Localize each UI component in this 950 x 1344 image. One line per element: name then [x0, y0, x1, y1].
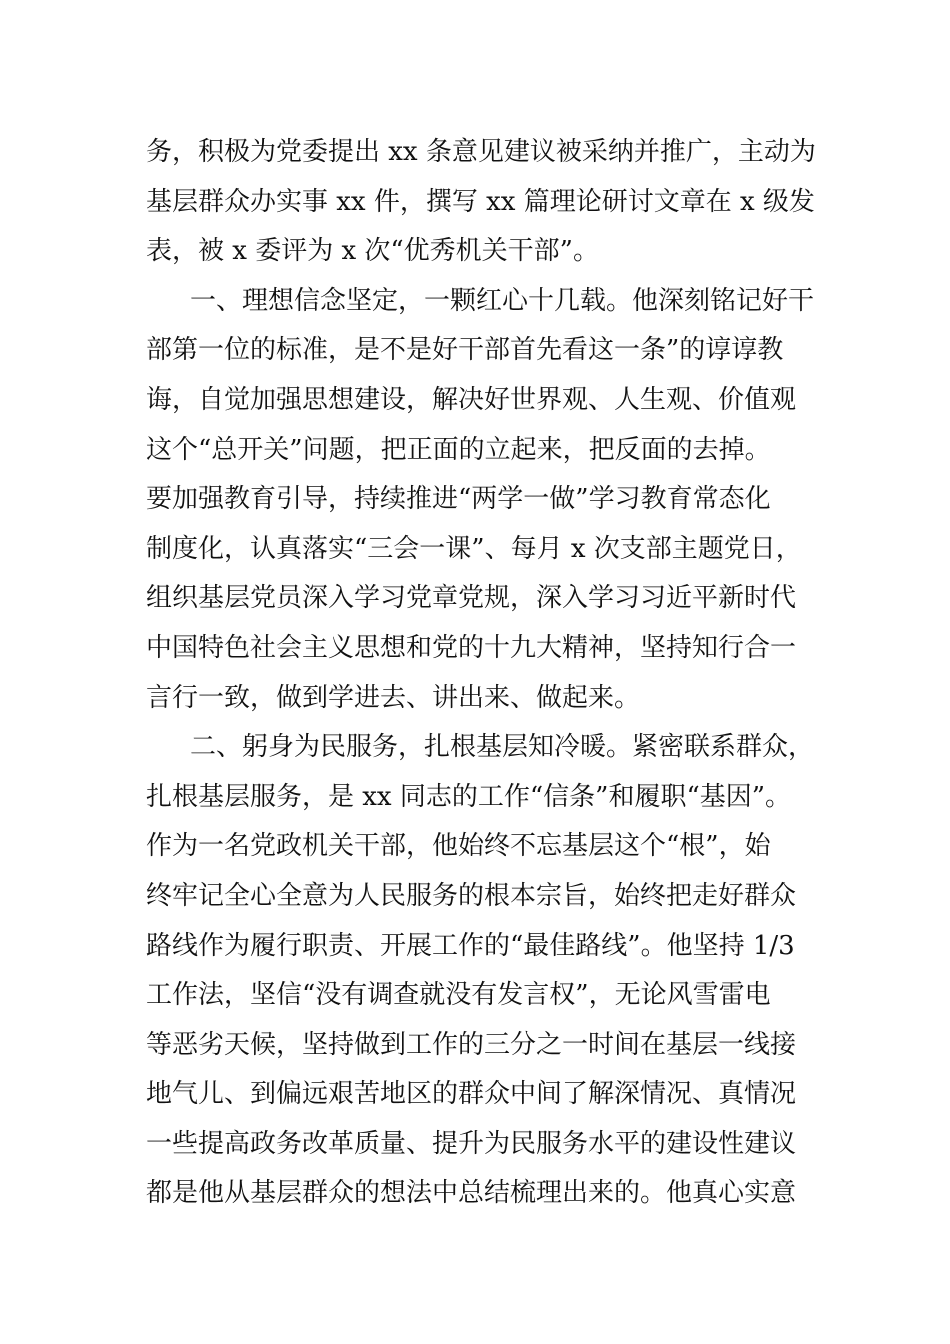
text-line: 等恶劣天候，坚持做到工作的三分之一时间在基层一线接 — [146, 1029, 797, 1060]
text-line: 基层群众办实事 xx 件，撰写 xx 篇理论研讨文章在 x 级发 — [146, 186, 815, 217]
text-line: 部第一位的标准，是不是好干部首先看这一条”的谆谆教 — [146, 335, 784, 366]
text-line: 制度化，认真落实“三会一课”、每月 x 次支部主题党日， — [146, 533, 802, 564]
text-line: 终牢记全心全意为人民服务的根本宗旨，始终把走好群众 — [146, 880, 797, 911]
text-line: 这个“总开关”问题，把正面的立起来，把反面的去掉。 — [146, 434, 771, 465]
text-line: 工作法，坚信“没有调查就没有发言权”，无论风雪雷电 — [146, 980, 771, 1011]
section-heading-line: 二、躬身为民服务，扎根基层知冷暖。紧密联系群众， — [190, 732, 815, 763]
text-line: 一些提高政务改革质量、提升为民服务水平的建设性建议 — [146, 1128, 797, 1159]
text-line: 言行一致，做到学进去、讲出来、做起来。 — [146, 682, 641, 713]
text-line: 务，积极为党委提出 xx 条意见建议被采纳并推广，主动为 — [146, 137, 816, 167]
text-line: 扎根基层服务，是 xx 同志的工作“信条”和履职“基因”。 — [146, 781, 792, 812]
text-line: 要加强教育引导，持续推进“两学一做”学习教育常态化 — [146, 484, 771, 515]
text-line: 诲，自觉加强思想建设，解决好世界观、人生观、价值观 — [146, 384, 797, 415]
text-line: 作为一名党政机关干部，他始终不忘基层这个“根”，始 — [146, 831, 771, 862]
text-line: 都是他从基层群众的想法中总结梳理出来的。他真心实意 — [146, 1178, 797, 1209]
text-line: 地气儿、到偏远艰苦地区的群众中间了解深情况、真情况 — [146, 1079, 797, 1110]
text-line: 路线作为履行职责、开展工作的“最佳路线”。他坚持 1/3 — [146, 930, 795, 961]
text-line: 组织基层党员深入学习党章党规，深入学习习近平新时代 — [146, 583, 797, 614]
section-heading-line: 一、理想信念坚定，一颗红心十几载。他深刻铭记好干 — [190, 285, 815, 316]
document-body — [146, 128, 818, 1219]
text-line: 中国特色社会主义思想和党的十九大精神，坚持知行合一 — [146, 632, 797, 663]
text-line: 表，被 x 委评为 x 次“优秀机关干部”。 — [146, 236, 599, 267]
